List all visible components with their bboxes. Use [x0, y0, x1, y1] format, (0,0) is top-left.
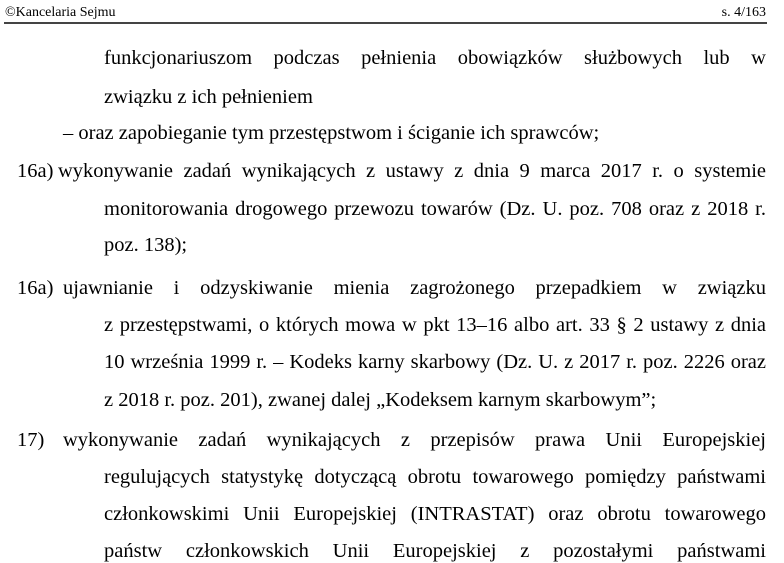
- text-line: z przestępstwami, o których mowa w pkt 13–16 albo art. 33 § 2 ustawy z dnia: [104, 314, 766, 336]
- text-line: ujawnianie i odzyskiwanie mienia zagrożonego przepadkiem w związku: [63, 277, 766, 299]
- text-line: regulujących statystykę dotyczącą obrotu towarowego pomiędzy państwami: [104, 466, 766, 488]
- text-line: monitorowania drogowego przewozu towarów (Dz. U. poz. 708 oraz z 2018 r.: [104, 198, 766, 220]
- item-label-16a: 16a): [17, 160, 54, 182]
- text-line: członkowskimi Unii Europejskiej (INTRASTAT) oraz obrotu towarowego: [104, 503, 766, 525]
- item-label-16a: 16a): [17, 277, 54, 299]
- text-line: poz. 138);: [104, 234, 188, 256]
- text-line: z 2018 r. poz. 201), zwanej dalej „Kodeksem karnym skarbowym”;: [104, 389, 657, 411]
- text-line: – oraz zapobieganie tym przestępstwom i ściganie ich sprawców;: [63, 122, 600, 144]
- header-copyright: ©Kancelaria Sejmu: [5, 5, 116, 20]
- text-line: wykonywanie zadań wynikających z ustawy z dnia 9 marca 2017 r. o systemie: [58, 160, 766, 182]
- text-line: wykonywanie zadań wynikających z przepisów prawa Unii Europejskiej: [63, 429, 766, 451]
- text-line: związku z ich pełnieniem: [104, 86, 313, 108]
- text-line: funkcjonariuszom podczas pełnienia obowiązków służbowych lub w: [104, 47, 766, 69]
- text-line: państw członkowskich Unii Europejskiej z pozostałymi państwami: [104, 540, 766, 562]
- header-rule: [4, 22, 767, 24]
- page-number: s. 4/163: [721, 5, 766, 20]
- item-label-17: 17): [17, 429, 45, 451]
- text-line: 10 września 1999 r. – Kodeks karny skarbowy (Dz. U. z 2017 r. poz. 2226 oraz: [104, 351, 766, 373]
